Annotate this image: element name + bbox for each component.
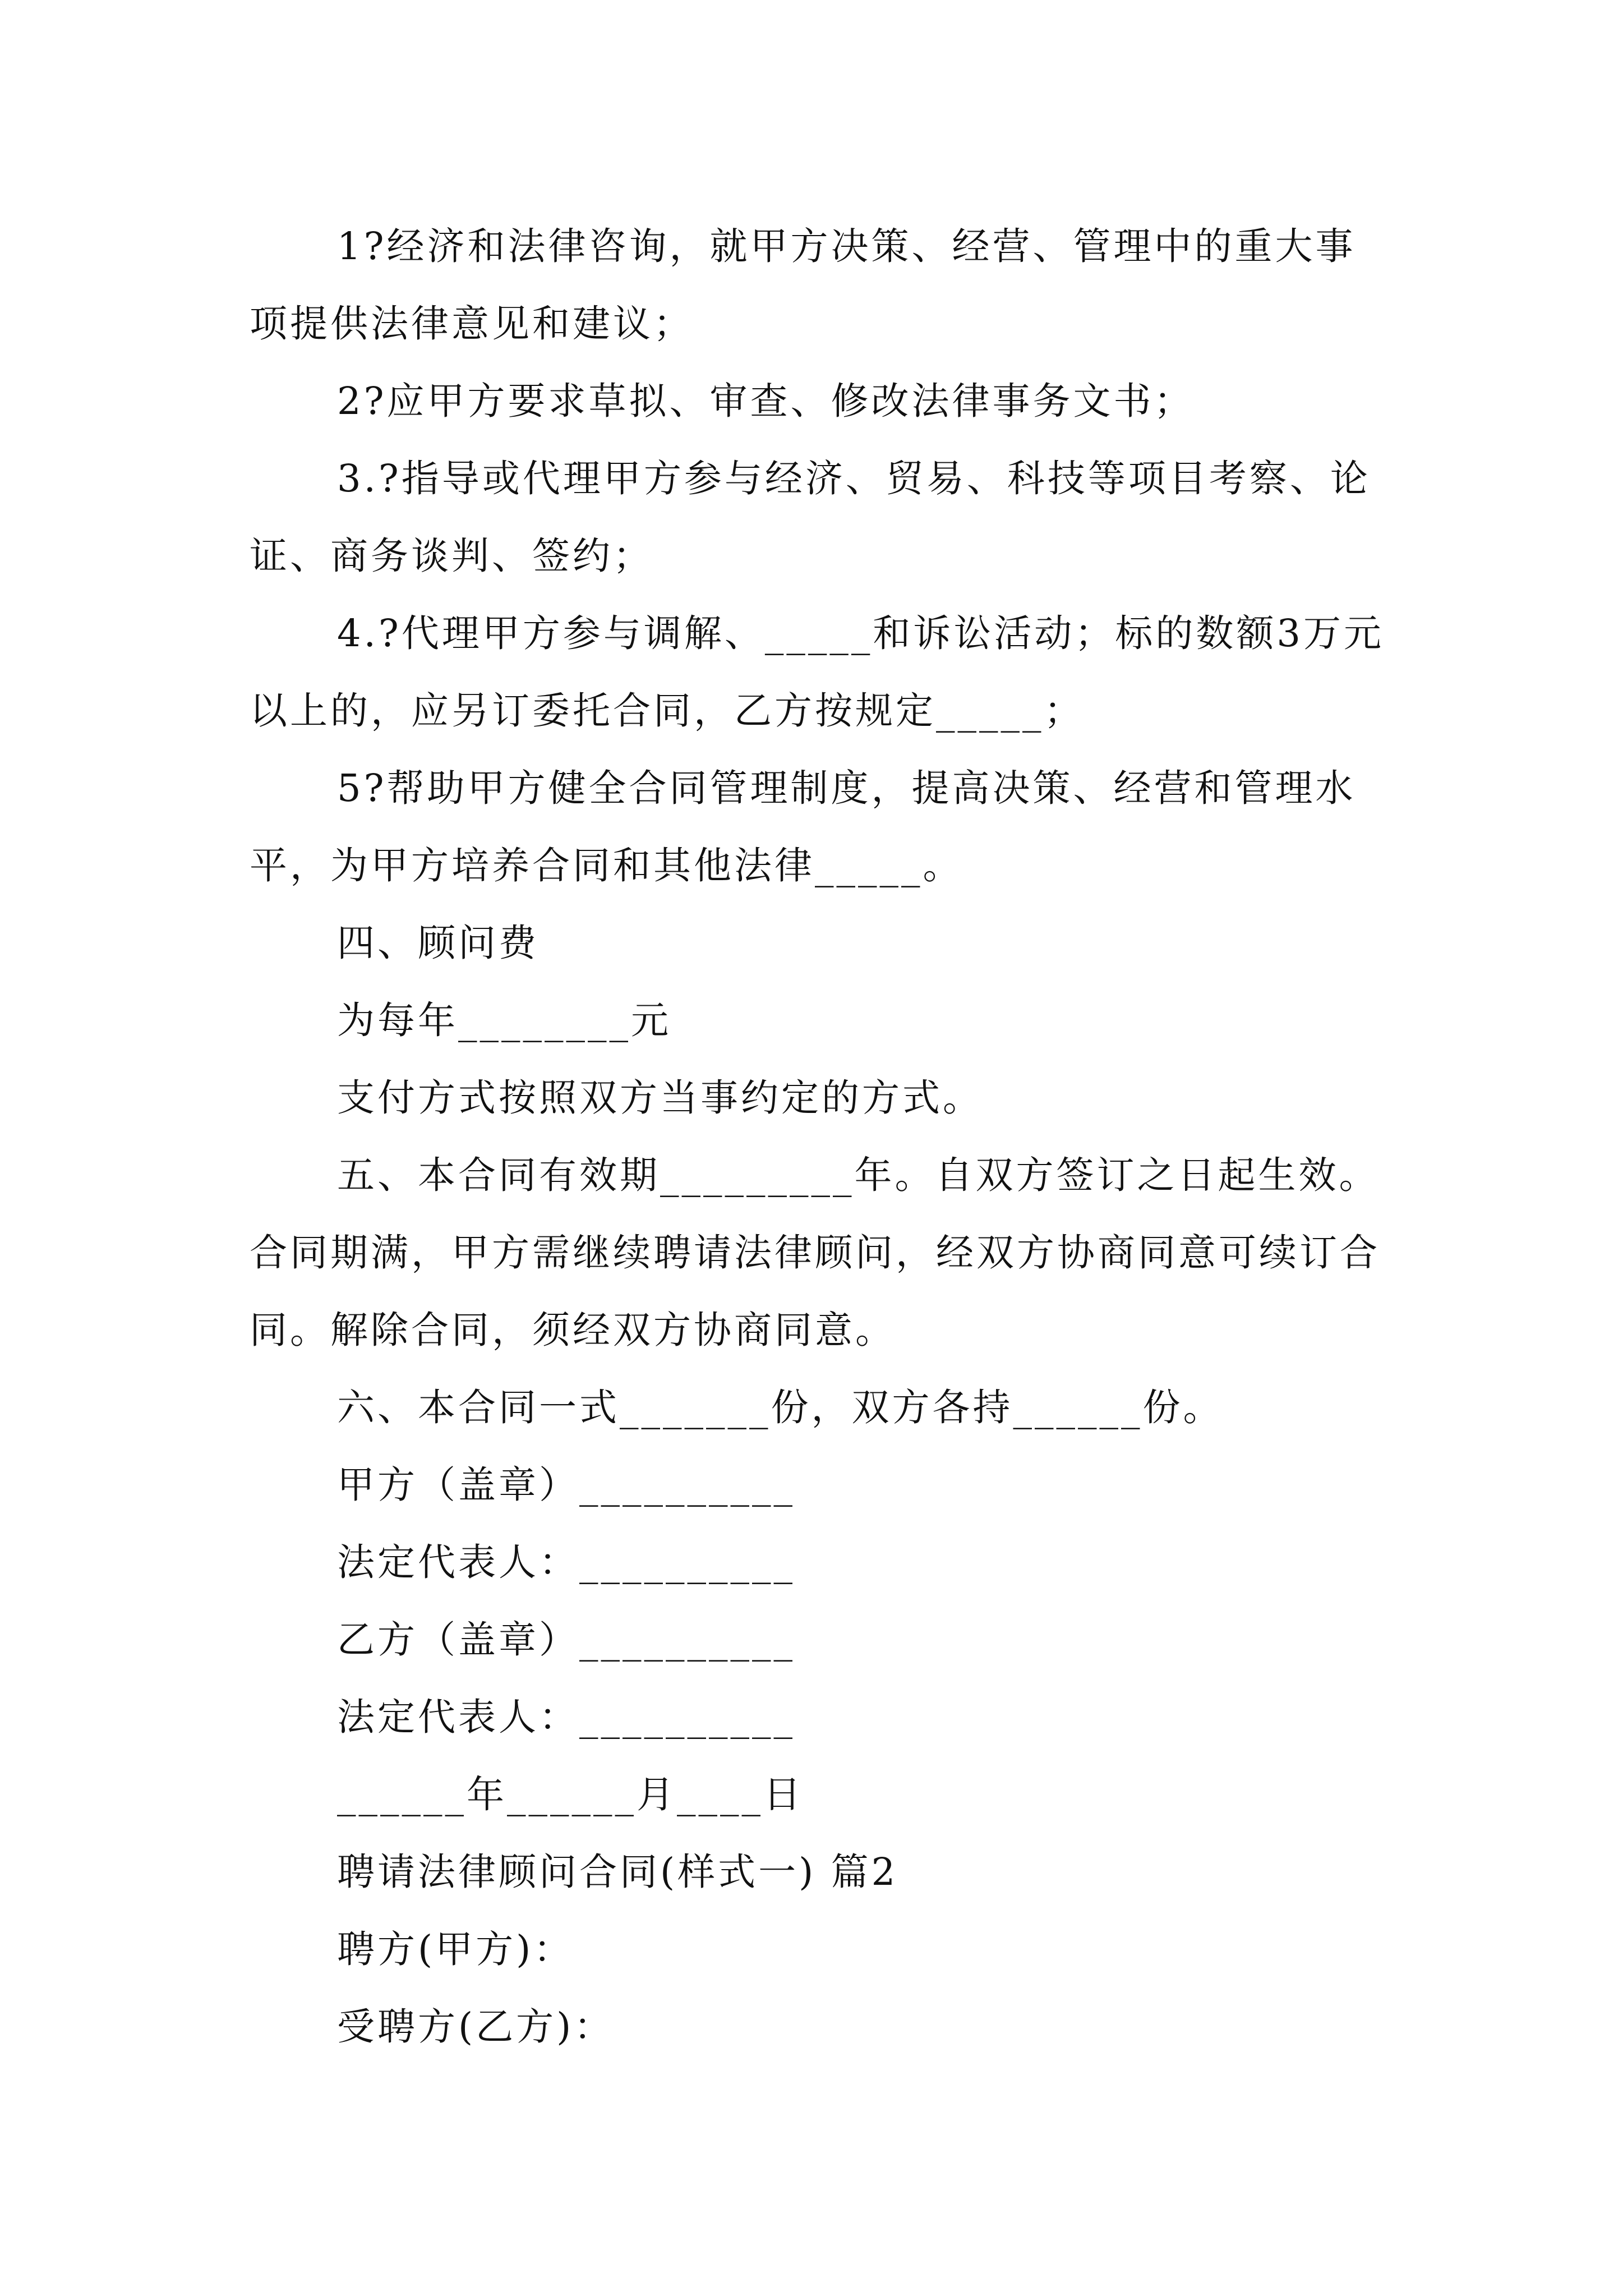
party-a-representative-line: 法定代表人：__________: [337, 1540, 795, 1584]
contract-title-part-2: 聘请法律顾问合同(样式一) 篇2: [337, 1850, 898, 1894]
party-b-seal-line: 乙方（盖章）__________: [337, 1618, 795, 1662]
employee-party-b-line: 受聘方(乙方)：: [337, 2005, 615, 2049]
party-a-seal-line: 甲方（盖章）__________: [337, 1463, 795, 1507]
section-validity-term: 五、本合同有效期_________年。自双方签订之日起生效。合同期满，甲方需继续聘请法律顾问，经双方协商同意可续订合同。解除合同，须经双方协商同意。: [250, 1153, 1380, 1352]
signing-date-line: ______年______月____日: [337, 1773, 804, 1816]
employer-party-a-line: 聘方(甲方)：: [337, 1927, 574, 1971]
section-heading-consulting-fee: 四、顾问费: [337, 921, 539, 965]
clause-item-3: 3.?指导或代理甲方参与经济、贸易、科技等项目考察、论证、商务谈判、签约；: [250, 457, 1371, 578]
clause-item-2: 2?应甲方要求草拟、审查、修改法律事务文书；: [337, 379, 1195, 423]
payment-method-line: 支付方式按照双方当事约定的方式。: [337, 1076, 983, 1120]
document-body: [250, 208, 1394, 2065]
annual-fee-line: 为每年________元: [337, 999, 671, 1042]
clause-item-5: 5?帮助甲方健全合同管理制度，提高决策、经营和管理水平，为甲方培养合同和其他法律_____。: [250, 766, 1356, 887]
section-copies: 六、本合同一式_______份，双方各持______份。: [337, 1386, 1224, 1429]
clause-item-1: 1?经济和法律咨询，就甲方决策、经营、管理中的重大事项提供法律意见和建议；: [250, 224, 1356, 346]
party-b-representative-line: 法定代表人：__________: [337, 1695, 795, 1739]
clause-item-4: 4.?代理甲方参与调解、_____和诉讼活动；标的数额3万元以上的，应另订委托合同，乙方按规定_____；: [250, 611, 1384, 733]
